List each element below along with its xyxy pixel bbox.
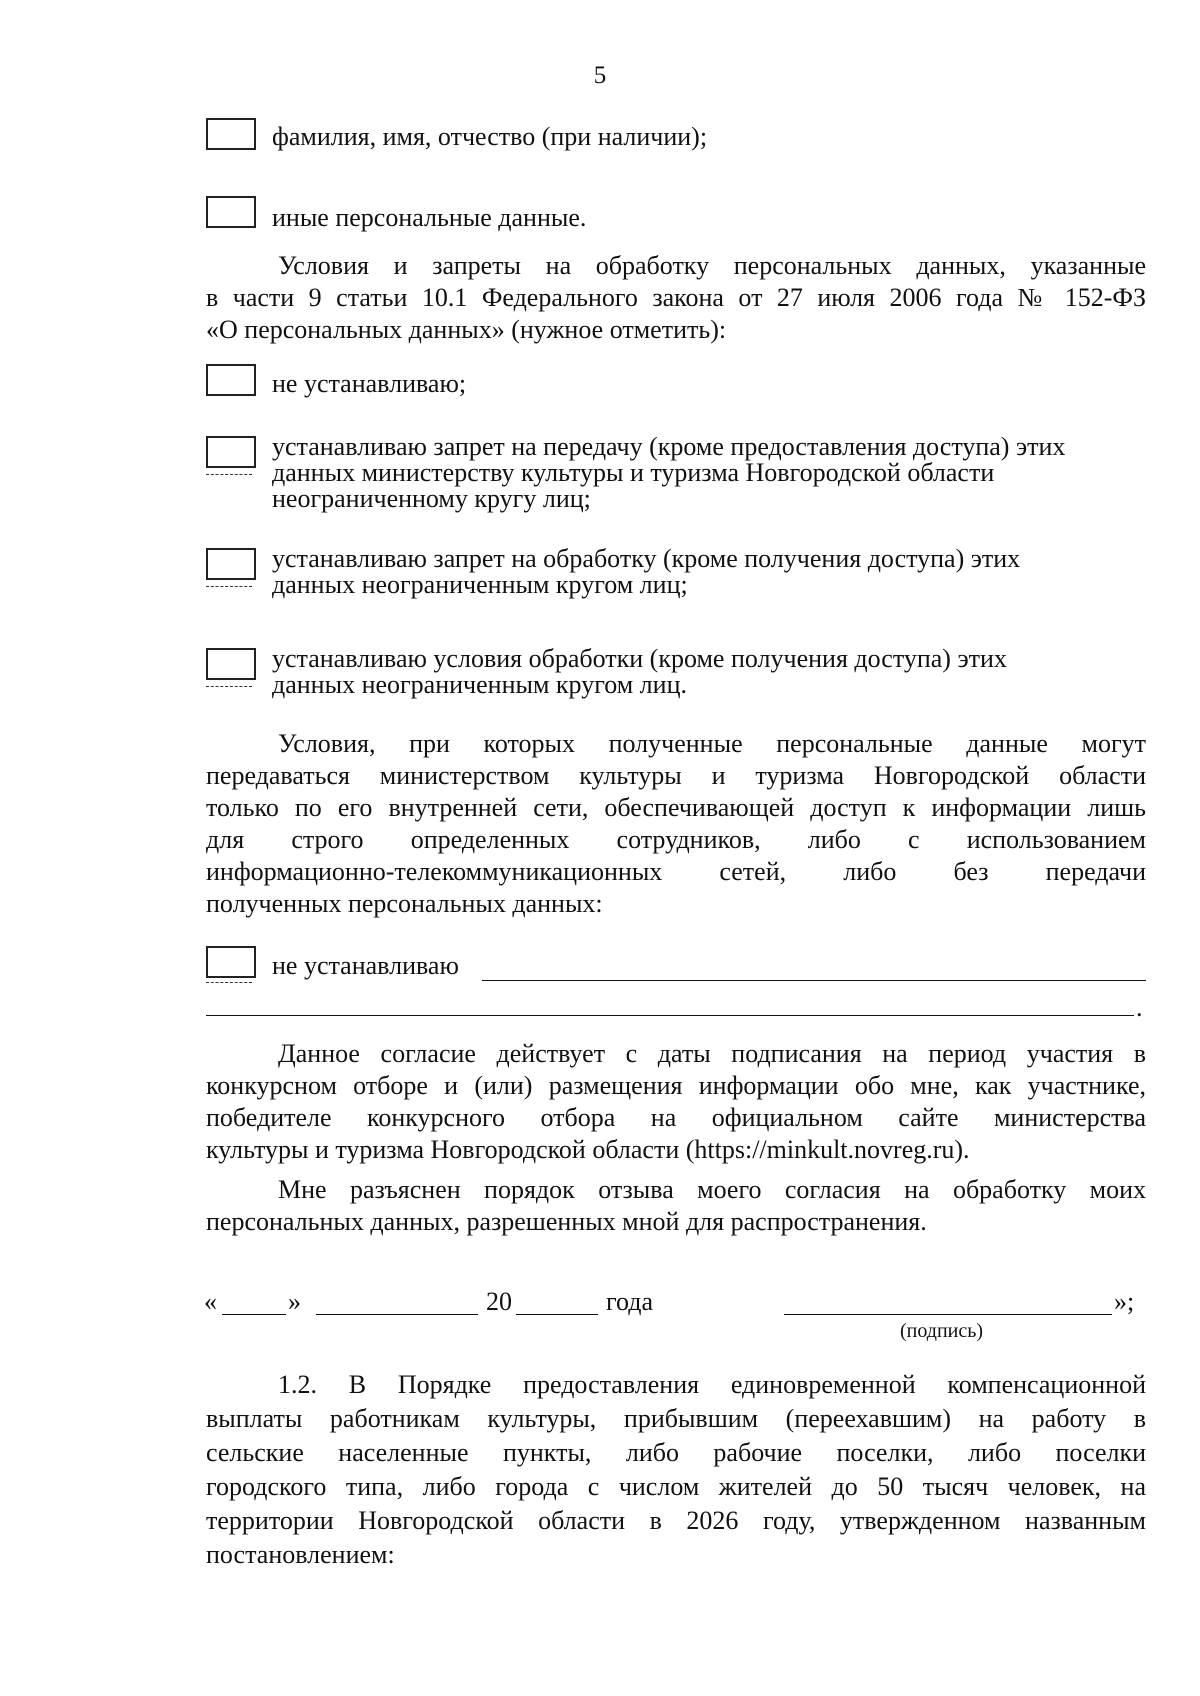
revocation-paragraph <box>206 1174 1146 1238</box>
amendment-line: городского типа, либо города с числом жителей до 50 тысяч человек, на <box>206 1472 1146 1501</box>
date-day-field[interactable] <box>222 1314 286 1315</box>
fill-in-line[interactable] <box>206 1015 1134 1016</box>
checkbox-not-set[interactable] <box>206 364 256 396</box>
dashed-underline <box>206 586 252 587</box>
validity-line: победителе конкурсного отбора на официальном сайте министерства <box>206 1103 1146 1132</box>
date-close-quote: » <box>288 1287 301 1316</box>
option-ban-transfer-label <box>272 434 1065 512</box>
option-ban-transfer-line: данных министерству культуры и туризма Новгородской области <box>272 458 995 487</box>
transfer-conditions-line: только по его внутренней сети, обеспечивающей доступ к информации лишь <box>206 793 1146 822</box>
transfer-conditions-line: Условия, при которых полученные персональные данные могут <box>278 729 1146 758</box>
transfer-conditions <box>206 728 1146 920</box>
line-end-dot: . <box>1136 993 1143 1022</box>
option-ban-processing-line: устанавливаю запрет на обработку (кроме получения доступа) этих <box>272 544 1021 573</box>
validity-line: Данное согласие действует с даты подписания на период участия в <box>278 1039 1146 1068</box>
fill-in-line[interactable] <box>482 980 1146 981</box>
page-number: 5 <box>593 62 607 89</box>
option-other-data-label: иные персональные данные. <box>272 203 587 232</box>
checkbox-other-data[interactable] <box>206 196 256 228</box>
transfer-conditions-line: передаваться министерством культуры и туризма Новгородской области <box>206 761 1146 790</box>
checkbox-ban-transfer[interactable] <box>206 436 256 468</box>
conditions-intro-line: «О персональных данных» (нужное отметить): <box>206 315 727 344</box>
option-conditions-line: данных неограниченным кругом лиц. <box>272 670 687 699</box>
date-year-field[interactable] <box>516 1314 598 1315</box>
option-ban-transfer-line: неограниченному кругу лиц; <box>272 484 591 513</box>
checkbox-not-set-2[interactable] <box>206 946 256 978</box>
transfer-conditions-line: полученных персональных данных: <box>206 889 603 918</box>
amendment-line: выплаты работникам культуры, прибывшим (переехавшим) на работу в <box>206 1404 1146 1433</box>
signature-field[interactable] <box>784 1314 1112 1315</box>
year-prefix: 20 <box>486 1287 512 1316</box>
validity-line: конкурсном отборе и (или) размещения информации обо мне, как участнике, <box>206 1071 1146 1100</box>
dashed-underline <box>206 982 252 983</box>
dashed-underline <box>206 686 252 687</box>
option-fio-label: фамилия, имя, отчество (при наличии); <box>272 122 708 151</box>
dashed-underline <box>206 474 252 475</box>
amendment-line: сельские населенные пункты, либо рабочие поселки, либо поселки <box>206 1438 1146 1467</box>
option-ban-processing-line: данных неограниченным кругом лиц; <box>272 570 688 599</box>
option-ban-processing-label <box>272 546 1020 598</box>
checkbox-fio[interactable] <box>206 118 256 150</box>
option-ban-transfer-line: устанавливаю запрет на передачу (кроме предоставления доступа) этих <box>272 432 1066 461</box>
validity-paragraph <box>206 1038 1146 1166</box>
checkbox-ban-processing[interactable] <box>206 548 256 580</box>
transfer-conditions-line: для строго определенных сотрудников, либо с использованием <box>206 825 1146 854</box>
year-suffix: года <box>606 1287 654 1316</box>
signature-caption: (подпись) <box>900 1320 984 1342</box>
revocation-line: персональных данных, разрешенных мной для распространения. <box>206 1207 927 1236</box>
amendment-line: постановлением: <box>206 1540 395 1569</box>
signature-end: »; <box>1114 1287 1135 1316</box>
option-conditions-line: устанавливаю условия обработки (кроме получения доступа) этих <box>272 644 1007 673</box>
revocation-line: Мне разъяснен порядок отзыва моего согласия на обработку моих <box>278 1175 1146 1204</box>
option-not-set-2-label: не устанавливаю <box>272 951 459 980</box>
validity-line: культуры и туризма Новгородской области (https://minkult.novreg.ru). <box>206 1135 970 1164</box>
conditions-intro-line: в части 9 статьи 10.1 Федерального закона от 27 июля 2006 года № 152-ФЗ <box>206 283 1146 312</box>
amendment-line: 1.2. В Порядке предоставления единовременной компенсационной <box>278 1370 1146 1399</box>
amendment-line: территории Новгородской области в 2026 году, утвержденном названным <box>206 1506 1146 1535</box>
transfer-conditions-line: информационно-телекоммуникационных сетей, либо без передачи <box>206 857 1146 886</box>
option-not-set-label: не устанавливаю; <box>272 369 467 398</box>
checkbox-conditions[interactable] <box>206 648 256 680</box>
conditions-intro-line: Условия и запреты на обработку персональных данных, указанные <box>278 251 1146 280</box>
option-conditions-label <box>272 646 1007 698</box>
date-open-quote: « <box>204 1287 217 1316</box>
conditions-intro <box>206 250 1146 346</box>
date-month-field[interactable] <box>316 1314 478 1315</box>
amendment-paragraph <box>206 1368 1146 1572</box>
